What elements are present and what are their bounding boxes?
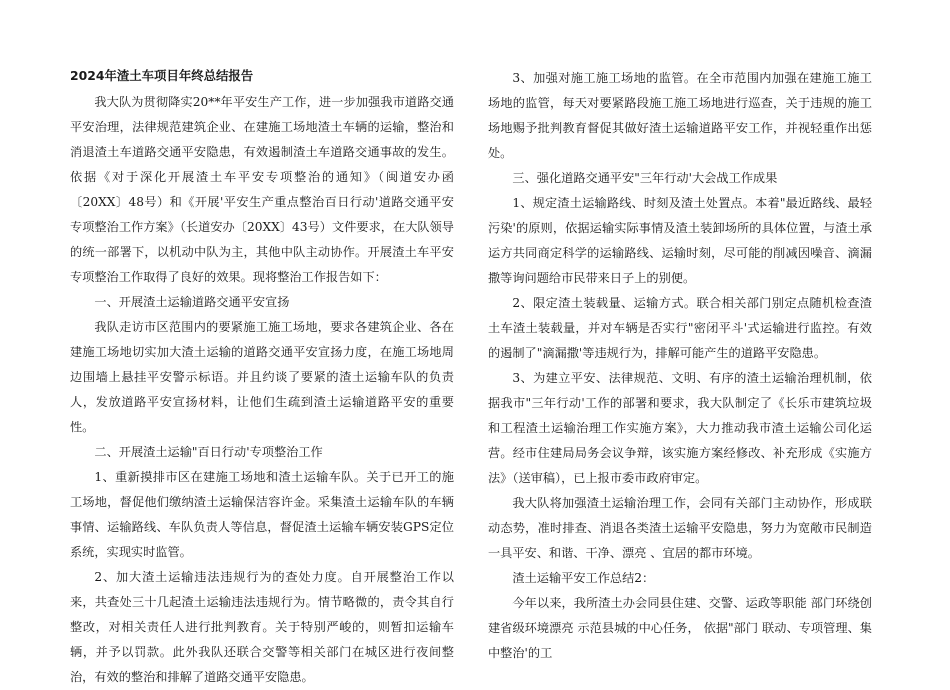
body-paragraph: 2、限定渣土装载量、运输方式。联合相关部门别定点随机检查渣土车渣土装载量，并对车辆是否实行"密闭平斗'式运输进行监控。有效的遏制了"滴漏撒'等违规行为，排解可能产生的道路平安隐患。 <box>488 296 872 360</box>
right-column <box>488 66 872 666</box>
left-column <box>70 66 454 690</box>
body-paragraph: 2、加大渣土运输违法违规行为的查处力度。自开展整治工作以来，共查处三十几起渣土运输违法违规行为。情节略微的，责令其自行整改，对相关责任人进行批判教育。关于特别严峻的，则暂扣运输车辆，并予以罚款。此外我队还联合交警等相关部门在城区进行夜间整治，有效的整治和排解了道路交通平安隐患。 <box>70 570 454 684</box>
body-paragraph: 1、规定渣土运输路线、时刻及渣土处置点。本着"最近路线、最轻污染'的原则，依据运输实际事情及渣土装卸场所的具体位置，与渣土承运方共同商定科学的运输路线、运输时刻，尽可能的削减因噪音、滴漏撒等询问题给市民带来日子上的别便。 <box>488 196 872 285</box>
summary-subtitle: 渣土运输平安工作总结2： <box>512 571 655 585</box>
body-paragraph: 3、为建立平安、法律规范、文明、有序的渣土运输治理机制，依据我市"三年行动'工作的部署和要求，我大队制定了《长乐市建筑垃圾和工程渣土运输治理工作实施方案》，大力推动我市渣土运输公司化运营。经市住建局局务会议争辩，该实施方案经修改、补充形成《实施方法》（送审稿），已上报市委市政府审定。 <box>488 371 872 485</box>
section-heading-1: 一、开展渣土运输道路交通平安宣扬 <box>94 295 290 309</box>
closing-paragraph: 我大队将加强渣土运输治理工作，会同有关部门主动协作，形成联动态势，准时排查、消退各类渣土运输平安隐患，努力为宽敞市民制造一具平安、和谐、干净、漂亮 、宜居的都市环境。 <box>488 496 872 560</box>
body-paragraph: 今年以来，我所渣土办会同县住建、交警、运政等职能 部门环绕创建省级环境漂亮 示范县城的中心任务， 依据"部门 联动、专项管理、集中整治'的工 <box>488 596 872 660</box>
body-paragraph: 1、重新摸排市区在建施工场地和渣土运输车队。关于已开工的施工场地，督促他们缴纳渣土运输保洁容许金。采集渣土运输车队的车辆事情、运输路线、车队负责人等信息，督促渣土运输车辆安装GPS定位系统，实现实时监管。 <box>70 470 454 559</box>
section-heading-2: 二、开展渣土运输"百日行动'专项整治工作 <box>94 445 323 459</box>
section-heading-3: 三、强化道路交通平安"三年行动'大会战工作成果 <box>512 171 778 185</box>
document-title: 2024年渣土车项目年终总结报告 <box>70 68 254 83</box>
body-paragraph: 我队走访市区范围内的要紧施工施工场地，要求各建筑企业、各在建施工场地切实加大渣土运输的道路交通平安宣扬力度，在施工场地周边围墙上悬挂平安警示标语。并且约谈了要紧的渣土运输车队的负责人，发放道路平安宣扬材料，让他们生疏到渣土运输道路平安的重要性。 <box>70 320 454 434</box>
body-paragraph: 3、加强对施工施工场地的监管。在全市范围内加强在建施工施工场地的监管，每天对要紧路段施工施工场地进行巡查，关于违规的施工场地赐予批判教育督促其做好渣土运输道路平安工作，并视轻重作出惩处。 <box>488 71 872 160</box>
intro-paragraph: 我大队为贯彻降实20**年平安生产工作，进一步加强我市道路交通平安治理，法律规范建筑企业、在建施工场地渣土车辆的运输，整治和消退渣土车道路交通平安隐患，有效遏制渣土车道路交通事故的发生。依据《对于深化开展渣土车平安专项整治的通知》（闽道安办函〔20XX〕48号）和《开展'平安生产重点整治百日行动'道路交通平安专项整治工作方案》（长道安办〔20XX〕43号）文件要求，在大队领导的统一部署下，以机动中队为主，其他中队主动协作。开展渣土车平安专项整治工作取得了良好的效果。现将整治工作报告如下： <box>70 95 454 284</box>
